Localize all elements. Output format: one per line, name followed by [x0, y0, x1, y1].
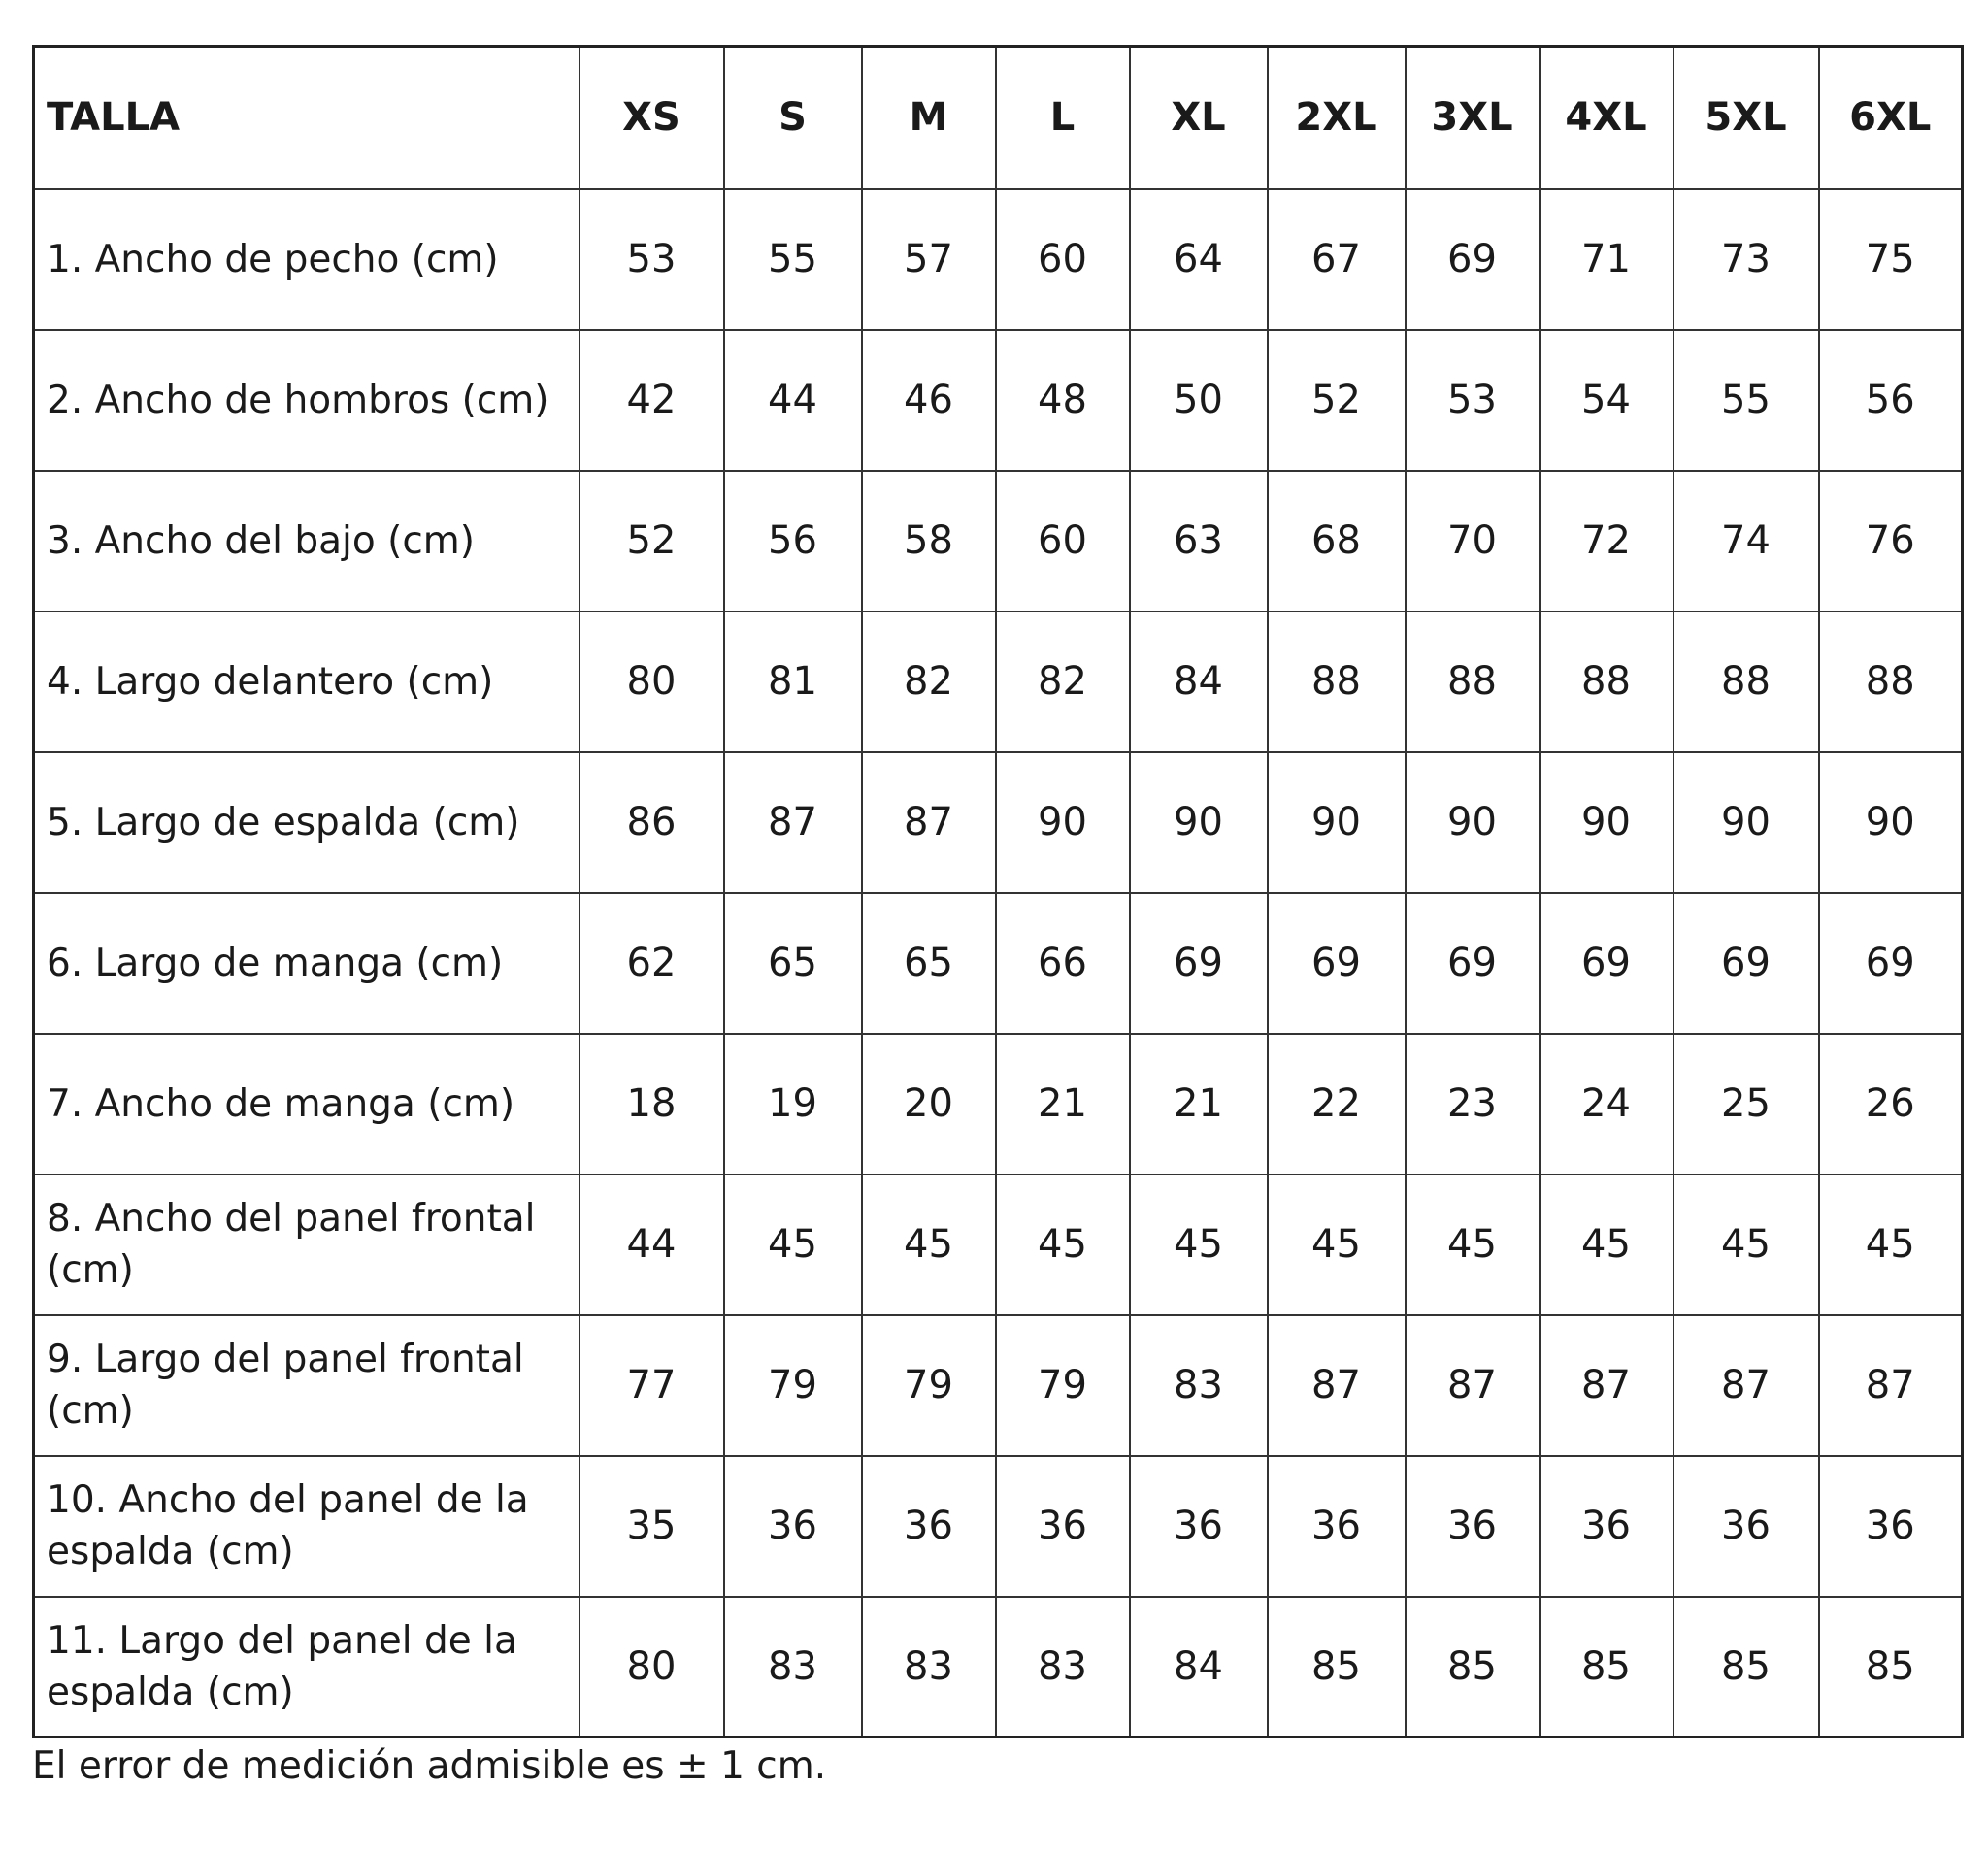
measurement-value: 85 — [1673, 1597, 1819, 1738]
measurement-value: 22 — [1268, 1034, 1406, 1175]
measurement-value: 88 — [1673, 612, 1819, 752]
table-row — [34, 1315, 1963, 1456]
size-header-5xl: 5XL — [1673, 47, 1819, 189]
measurement-value: 80 — [580, 1597, 724, 1738]
measurement-value: 45 — [1268, 1175, 1406, 1315]
measurement-value: 45 — [1673, 1175, 1819, 1315]
table-row — [34, 752, 1963, 893]
measurement-value: 79 — [862, 1315, 996, 1456]
measurement-value: 69 — [1268, 893, 1406, 1034]
measurement-value: 81 — [724, 612, 862, 752]
measurement-value: 44 — [580, 1175, 724, 1315]
measurement-value: 36 — [1268, 1456, 1406, 1597]
measurement-value: 90 — [1673, 752, 1819, 893]
size-header-l: L — [996, 47, 1130, 189]
measurement-value: 54 — [1540, 330, 1673, 471]
measurement-value: 53 — [1406, 330, 1540, 471]
measurement-value: 65 — [724, 893, 862, 1034]
measurement-value: 87 — [862, 752, 996, 893]
measurement-value: 36 — [1130, 1456, 1268, 1597]
measurement-value: 36 — [1673, 1456, 1819, 1597]
measurement-value: 82 — [862, 612, 996, 752]
measurement-value: 18 — [580, 1034, 724, 1175]
measurement-value: 87 — [1406, 1315, 1540, 1456]
measurement-value: 56 — [724, 471, 862, 612]
measurement-value: 87 — [1673, 1315, 1819, 1456]
measurement-label: 4. Largo delantero (cm) — [34, 612, 580, 752]
measurement-value: 45 — [1406, 1175, 1540, 1315]
measurement-value: 50 — [1130, 330, 1268, 471]
size-header-6xl: 6XL — [1819, 47, 1963, 189]
measurement-value: 74 — [1673, 471, 1819, 612]
measurement-value: 44 — [724, 330, 862, 471]
measurement-value: 63 — [1130, 471, 1268, 612]
measurement-value: 36 — [1819, 1456, 1963, 1597]
measurement-value: 45 — [724, 1175, 862, 1315]
measurement-tolerance-note: El error de medición admisible es ± 1 cm. — [32, 1744, 827, 1788]
measurement-value: 83 — [862, 1597, 996, 1738]
table-row — [34, 1034, 1963, 1175]
measurement-value: 26 — [1819, 1034, 1963, 1175]
measurement-value: 60 — [996, 189, 1130, 330]
measurement-value: 84 — [1130, 612, 1268, 752]
measurement-value: 83 — [724, 1597, 862, 1738]
measurement-value: 85 — [1819, 1597, 1963, 1738]
size-chart-table — [32, 45, 1964, 1738]
measurement-value: 87 — [1268, 1315, 1406, 1456]
measurement-value: 85 — [1406, 1597, 1540, 1738]
measurement-value: 70 — [1406, 471, 1540, 612]
measurement-value: 88 — [1268, 612, 1406, 752]
measurement-label: 8. Ancho del panel frontal (cm) — [34, 1175, 580, 1315]
measurement-label: 3. Ancho del bajo (cm) — [34, 471, 580, 612]
table-row — [34, 471, 1963, 612]
measurement-value: 36 — [862, 1456, 996, 1597]
measurement-value: 90 — [996, 752, 1130, 893]
size-header-xl: XL — [1130, 47, 1268, 189]
measurement-value: 55 — [1673, 330, 1819, 471]
measurement-value: 35 — [580, 1456, 724, 1597]
measurement-value: 86 — [580, 752, 724, 893]
measurement-label: 2. Ancho de hombros (cm) — [34, 330, 580, 471]
measurement-value: 75 — [1819, 189, 1963, 330]
measurement-value: 58 — [862, 471, 996, 612]
measurement-value: 84 — [1130, 1597, 1268, 1738]
measurement-value: 82 — [996, 612, 1130, 752]
measurement-label: 6. Largo de manga (cm) — [34, 893, 580, 1034]
measurement-value: 72 — [1540, 471, 1673, 612]
measurement-value: 90 — [1268, 752, 1406, 893]
measurement-value: 69 — [1540, 893, 1673, 1034]
measurement-value: 69 — [1406, 189, 1540, 330]
measurement-label: 5. Largo de espalda (cm) — [34, 752, 580, 893]
measurement-value: 53 — [580, 189, 724, 330]
measurement-value: 68 — [1268, 471, 1406, 612]
header-row — [34, 47, 1963, 189]
measurement-value: 52 — [580, 471, 724, 612]
measurement-value: 87 — [1819, 1315, 1963, 1456]
measurement-value: 60 — [996, 471, 1130, 612]
measurement-value: 25 — [1673, 1034, 1819, 1175]
measurement-value: 69 — [1406, 893, 1540, 1034]
measurement-value: 83 — [996, 1597, 1130, 1738]
measurement-label: 7. Ancho de manga (cm) — [34, 1034, 580, 1175]
size-header-2xl: 2XL — [1268, 47, 1406, 189]
measurement-value: 46 — [862, 330, 996, 471]
measurement-label: 11. Largo del panel de la espalda (cm) — [34, 1597, 580, 1738]
size-header-m: M — [862, 47, 996, 189]
measurement-value: 85 — [1268, 1597, 1406, 1738]
measurement-value: 65 — [862, 893, 996, 1034]
measurement-value: 45 — [1819, 1175, 1963, 1315]
measurement-value: 21 — [1130, 1034, 1268, 1175]
measurement-value: 45 — [862, 1175, 996, 1315]
measurement-value: 76 — [1819, 471, 1963, 612]
measurement-value: 88 — [1819, 612, 1963, 752]
measurement-value: 80 — [580, 612, 724, 752]
size-header-4xl: 4XL — [1540, 47, 1673, 189]
size-header-3xl: 3XL — [1406, 47, 1540, 189]
measurement-value: 23 — [1406, 1034, 1540, 1175]
measurement-value: 90 — [1819, 752, 1963, 893]
measurement-value: 71 — [1540, 189, 1673, 330]
measurement-value: 69 — [1130, 893, 1268, 1034]
measurement-value: 64 — [1130, 189, 1268, 330]
measurement-value: 21 — [996, 1034, 1130, 1175]
measurement-value: 45 — [996, 1175, 1130, 1315]
measurement-value: 48 — [996, 330, 1130, 471]
measurement-value: 83 — [1130, 1315, 1268, 1456]
measurement-label: 1. Ancho de pecho (cm) — [34, 189, 580, 330]
measurement-value: 90 — [1540, 752, 1673, 893]
measurement-value: 42 — [580, 330, 724, 471]
measurement-value: 62 — [580, 893, 724, 1034]
table-row — [34, 1175, 1963, 1315]
measurement-value: 45 — [1130, 1175, 1268, 1315]
measurement-value: 88 — [1540, 612, 1673, 752]
measurement-value: 79 — [724, 1315, 862, 1456]
size-header-s: S — [724, 47, 862, 189]
size-header-xs: XS — [580, 47, 724, 189]
measurement-value: 85 — [1540, 1597, 1673, 1738]
table-row — [34, 330, 1963, 471]
measurement-value: 57 — [862, 189, 996, 330]
measurement-value: 56 — [1819, 330, 1963, 471]
measurement-value: 19 — [724, 1034, 862, 1175]
table-row — [34, 612, 1963, 752]
table-row — [34, 1597, 1963, 1738]
measurement-value: 36 — [1406, 1456, 1540, 1597]
measurement-value: 87 — [1540, 1315, 1673, 1456]
measurement-value: 55 — [724, 189, 862, 330]
measurement-value: 77 — [580, 1315, 724, 1456]
measurement-value: 79 — [996, 1315, 1130, 1456]
measurement-value: 36 — [724, 1456, 862, 1597]
measurement-value: 52 — [1268, 330, 1406, 471]
table-row — [34, 893, 1963, 1034]
measurement-value: 36 — [1540, 1456, 1673, 1597]
table-row — [34, 1456, 1963, 1597]
measurement-value: 69 — [1673, 893, 1819, 1034]
measurement-value: 67 — [1268, 189, 1406, 330]
size-header-label: TALLA — [34, 47, 580, 189]
table-row — [34, 189, 1963, 330]
measurement-value: 69 — [1819, 893, 1963, 1034]
measurement-value: 90 — [1406, 752, 1540, 893]
measurement-value: 88 — [1406, 612, 1540, 752]
measurement-value: 66 — [996, 893, 1130, 1034]
measurement-value: 87 — [724, 752, 862, 893]
measurement-value: 90 — [1130, 752, 1268, 893]
measurement-value: 45 — [1540, 1175, 1673, 1315]
measurement-value: 36 — [996, 1456, 1130, 1597]
table-body — [34, 189, 1963, 1738]
measurement-value: 24 — [1540, 1034, 1673, 1175]
measurement-label: 10. Ancho del panel de la espalda (cm) — [34, 1456, 580, 1597]
measurement-label: 9. Largo del panel frontal (cm) — [34, 1315, 580, 1456]
measurement-value: 20 — [862, 1034, 996, 1175]
measurement-value: 73 — [1673, 189, 1819, 330]
